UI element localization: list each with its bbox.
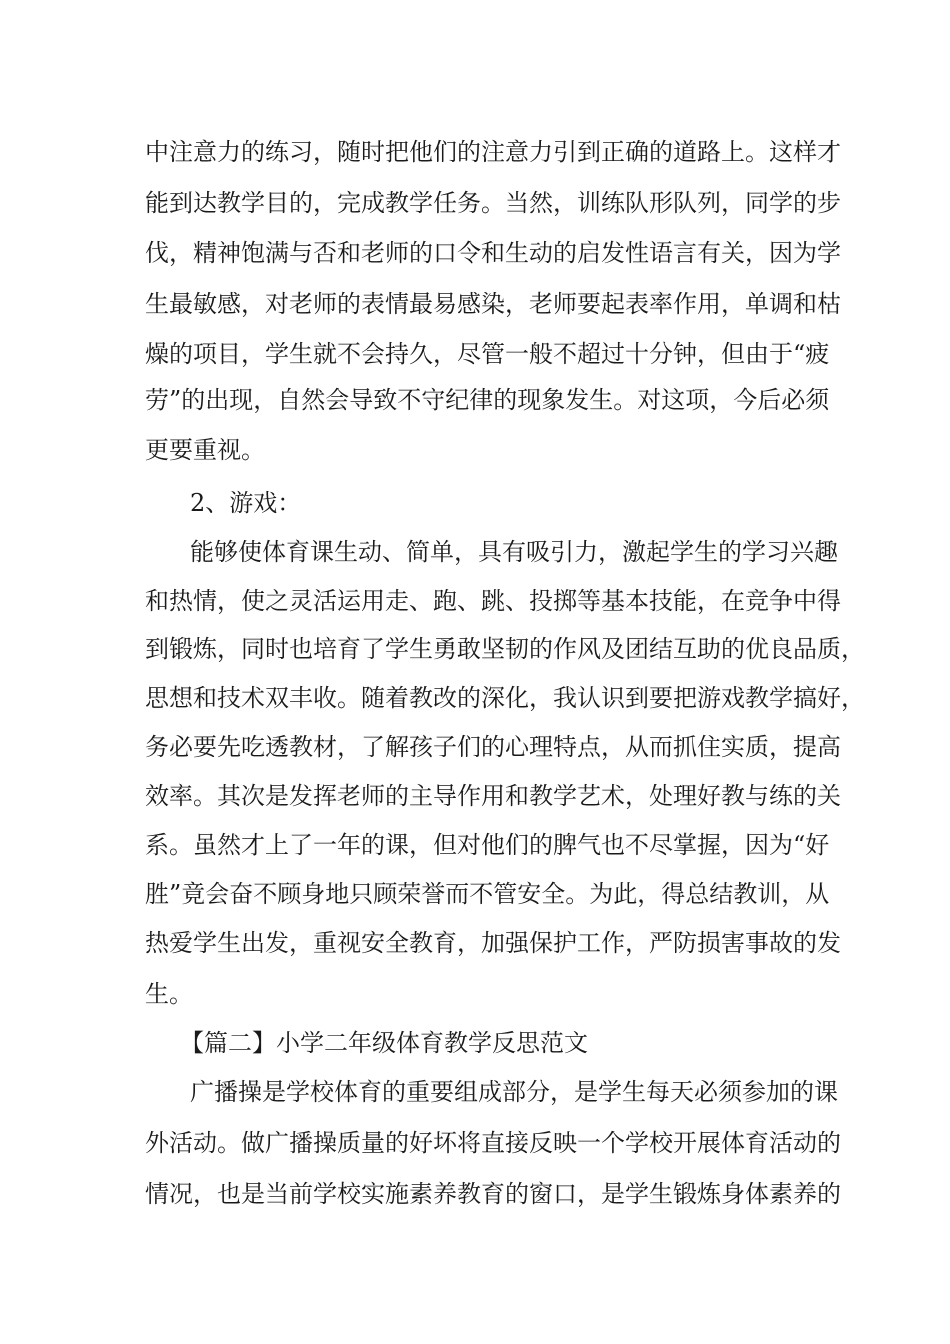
section-heading: 【篇二】小学二年级体育教学反思范文 <box>180 1029 588 1057</box>
text-line: 伐，精神饱满与否和老师的口令和生动的启发性语言有关，因为学 <box>145 239 841 267</box>
text-line: 系。虽然才上了一年的课，但对他们的脾气也不尽掌握，因为“好 <box>145 831 830 859</box>
text-line: 生最敏感，对老师的表情最易感染，老师要起表率作用，单调和枯 <box>145 290 841 318</box>
text-line: 劳”的出现，自然会导致不守纪律的现象发生。对这项，今后必须 <box>145 386 830 414</box>
text-line: 情况，也是当前学校实施素养教育的窗口，是学生锻炼身体素养的 <box>145 1180 841 1208</box>
text-line: 燥的项目，学生就不会持久，尽管一般不超过十分钟，但由于“疲 <box>145 340 830 368</box>
section-heading: 2、游戏： <box>190 489 302 517</box>
text-line: 能到达教学目的，完成教学任务。当然，训练队形队列，同学的步 <box>145 189 841 217</box>
text-line: 效率。其次是发挥老师的主导作用和教学艺术，处理好教与练的关 <box>145 782 841 810</box>
text-line: 思想和技术双丰收。随着教改的深化，我认识到要把游戏教学搞好， <box>145 684 865 712</box>
text-line: 能够使体育课生动、简单，具有吸引力，激起学生的学习兴趣 <box>190 538 838 566</box>
text-line: 胜”竟会奋不顾身地只顾荣誉而不管安全。为此，得总结教训，从 <box>145 880 830 908</box>
text-line: 热爱学生出发，重视安全教育，加强保护工作，严防损害事故的发 <box>145 929 841 957</box>
text-line: 生。 <box>145 980 193 1008</box>
text-line: 务必要先吃透教材，了解孩子们的心理特点，从而抓住实质，提高 <box>145 733 841 761</box>
text-line: 更要重视。 <box>145 436 265 464</box>
text-line: 和热情，使之灵活运用走、跑、跳、投掷等基本技能，在竞争中得 <box>145 587 841 615</box>
text-line: 到锻炼，同时也培育了学生勇敢坚韧的作风及团结互助的优良品质， <box>145 635 865 663</box>
text-line: 外活动。做广播操质量的好坏将直接反映一个学校开展体育活动的 <box>145 1129 841 1157</box>
text-line: 中注意力的练习，随时把他们的注意力引到正确的道路上。这样才 <box>145 138 841 166</box>
text-line: 广播操是学校体育的重要组成部分，是学生每天必须参加的课 <box>190 1078 838 1106</box>
